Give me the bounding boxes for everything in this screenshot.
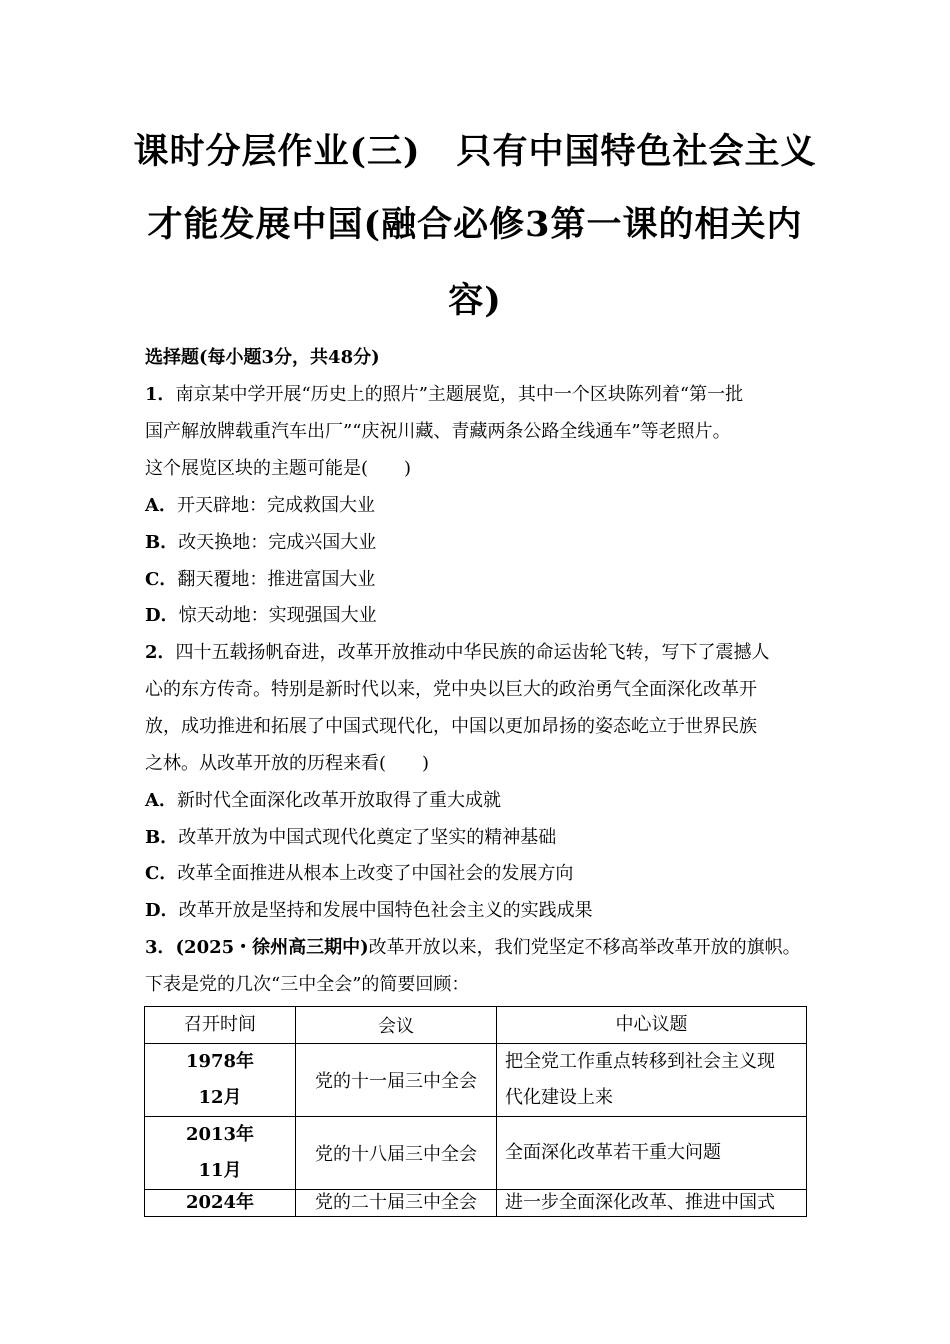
page-title-line-1: 课时分层作业(三) 只有中国特色社会主义 bbox=[133, 131, 817, 172]
table-row bbox=[145, 1117, 807, 1190]
question-1-text-1: 南京某中学开展“历史上的照片”主题展览，其中一个区块陈列着“第一批 bbox=[175, 384, 744, 405]
question-1-option-d bbox=[145, 604, 377, 628]
table-cell-meeting: 党的二十届三中全会 bbox=[296, 1190, 497, 1217]
option-text: 惊天动地：实现强国大业 bbox=[178, 605, 377, 626]
question-3-text-1: 改革开放以来，我们党坚定不移高举改革开放的旗帜。 bbox=[368, 937, 801, 958]
table-cell-meeting: 党的十一届三中全会 bbox=[296, 1044, 497, 1117]
question-1-line-2: 国产解放牌载重汽车出厂”“庆祝川藏、青藏两条公路全线通车”等老照片。 bbox=[145, 421, 731, 442]
topic-line: 代化建设上来 bbox=[505, 1087, 613, 1108]
plenary-sessions-table bbox=[144, 1006, 807, 1217]
option-text: 改天换地：完成兴国大业 bbox=[178, 532, 377, 553]
question-3-line-2: 下表是党的几次“三中全会”的简要回顾： bbox=[145, 974, 470, 995]
option-letter: B． bbox=[145, 827, 179, 848]
table-cell-topic bbox=[497, 1117, 807, 1190]
table-cell-meeting: 党的十八届三中全会 bbox=[296, 1117, 497, 1190]
question-3-line-1 bbox=[145, 936, 801, 960]
table-cell-date bbox=[145, 1044, 296, 1117]
table-cell-date bbox=[145, 1190, 296, 1217]
table-header-cell: 中心议题 bbox=[497, 1007, 807, 1044]
question-2-line-3: 放，成功推进和拓展了中国式现代化，中国以更加昂扬的姿态屹立于世界民族 bbox=[145, 716, 757, 737]
question-2-option-a bbox=[145, 789, 501, 813]
question-1-option-b bbox=[145, 531, 376, 555]
question-2-option-c bbox=[145, 862, 573, 886]
option-text: 新时代全面深化改革开放取得了重大成就 bbox=[176, 790, 501, 811]
date-month: 12月 bbox=[198, 1087, 242, 1108]
topic-line: 进一步全面深化改革、推进中国式 bbox=[505, 1192, 775, 1213]
date-year: 2013年 bbox=[185, 1124, 255, 1145]
table-cell-topic bbox=[497, 1044, 807, 1117]
option-text: 改革全面推进从根本上改变了中国社会的发展方向 bbox=[177, 863, 574, 884]
question-2-text-1: 四十五载扬帆奋进，改革开放推动中华民族的命运齿轮飞转，写下了震撼人 bbox=[175, 642, 770, 663]
question-1-option-c bbox=[145, 568, 375, 592]
option-text: 开天辟地：完成救国大业 bbox=[176, 495, 375, 516]
question-3-source: (2025・徐州高三期中) bbox=[175, 937, 369, 958]
option-text: 改革开放为中国式现代化奠定了坚实的精神基础 bbox=[178, 827, 557, 848]
option-letter: A． bbox=[145, 495, 177, 516]
question-2-option-b bbox=[145, 826, 556, 850]
date-year: 1978年 bbox=[185, 1051, 255, 1072]
option-text: 改革开放是坚持和发展中国特色社会主义的实践成果 bbox=[178, 900, 593, 921]
question-2-line-1 bbox=[145, 641, 770, 665]
table-header-cell: 召开时间 bbox=[145, 1007, 296, 1044]
option-letter: D． bbox=[145, 605, 179, 626]
date-year: 2024年 bbox=[185, 1192, 255, 1213]
topic-line: 全面深化改革若干重大问题 bbox=[505, 1142, 721, 1163]
table-header-cell: 会议 bbox=[296, 1007, 497, 1044]
question-2-line-2: 心的东方传奇。特别是新时代以来，党中央以巨大的政治勇气全面深化改革开 bbox=[145, 679, 757, 700]
page-title-line-3: 容) bbox=[448, 280, 502, 321]
option-letter: B． bbox=[145, 532, 179, 553]
question-2-option-d bbox=[145, 899, 593, 923]
option-letter: D． bbox=[145, 900, 179, 921]
question-2-number: 2． bbox=[145, 642, 176, 663]
question-3-number: 3． bbox=[145, 937, 176, 958]
date-month: 11月 bbox=[198, 1160, 242, 1181]
topic-line: 把全党工作重点转移到社会主义现 bbox=[505, 1051, 775, 1072]
question-1-number: 1． bbox=[145, 384, 176, 405]
table-header-row bbox=[145, 1007, 807, 1044]
table-row bbox=[145, 1190, 807, 1217]
table-cell-date bbox=[145, 1117, 296, 1190]
table-cell-topic bbox=[497, 1190, 807, 1217]
option-letter: C． bbox=[145, 863, 178, 884]
question-1-line-1 bbox=[145, 383, 743, 407]
table-row bbox=[145, 1044, 807, 1117]
option-letter: C． bbox=[145, 569, 178, 590]
question-1-line-3: 这个展览区块的主题可能是( ) bbox=[145, 458, 412, 479]
page-title-line-2: 才能发展中国(融合必修3第一课的相关内 bbox=[147, 204, 803, 245]
question-2-line-4: 之林。从改革开放的历程来看( ) bbox=[145, 753, 430, 774]
option-text: 翻天覆地：推进富国大业 bbox=[177, 569, 376, 590]
section-header: 选择题(每小题3分，共48分) bbox=[145, 347, 380, 368]
question-1-option-a bbox=[145, 494, 375, 518]
option-letter: A． bbox=[145, 790, 177, 811]
